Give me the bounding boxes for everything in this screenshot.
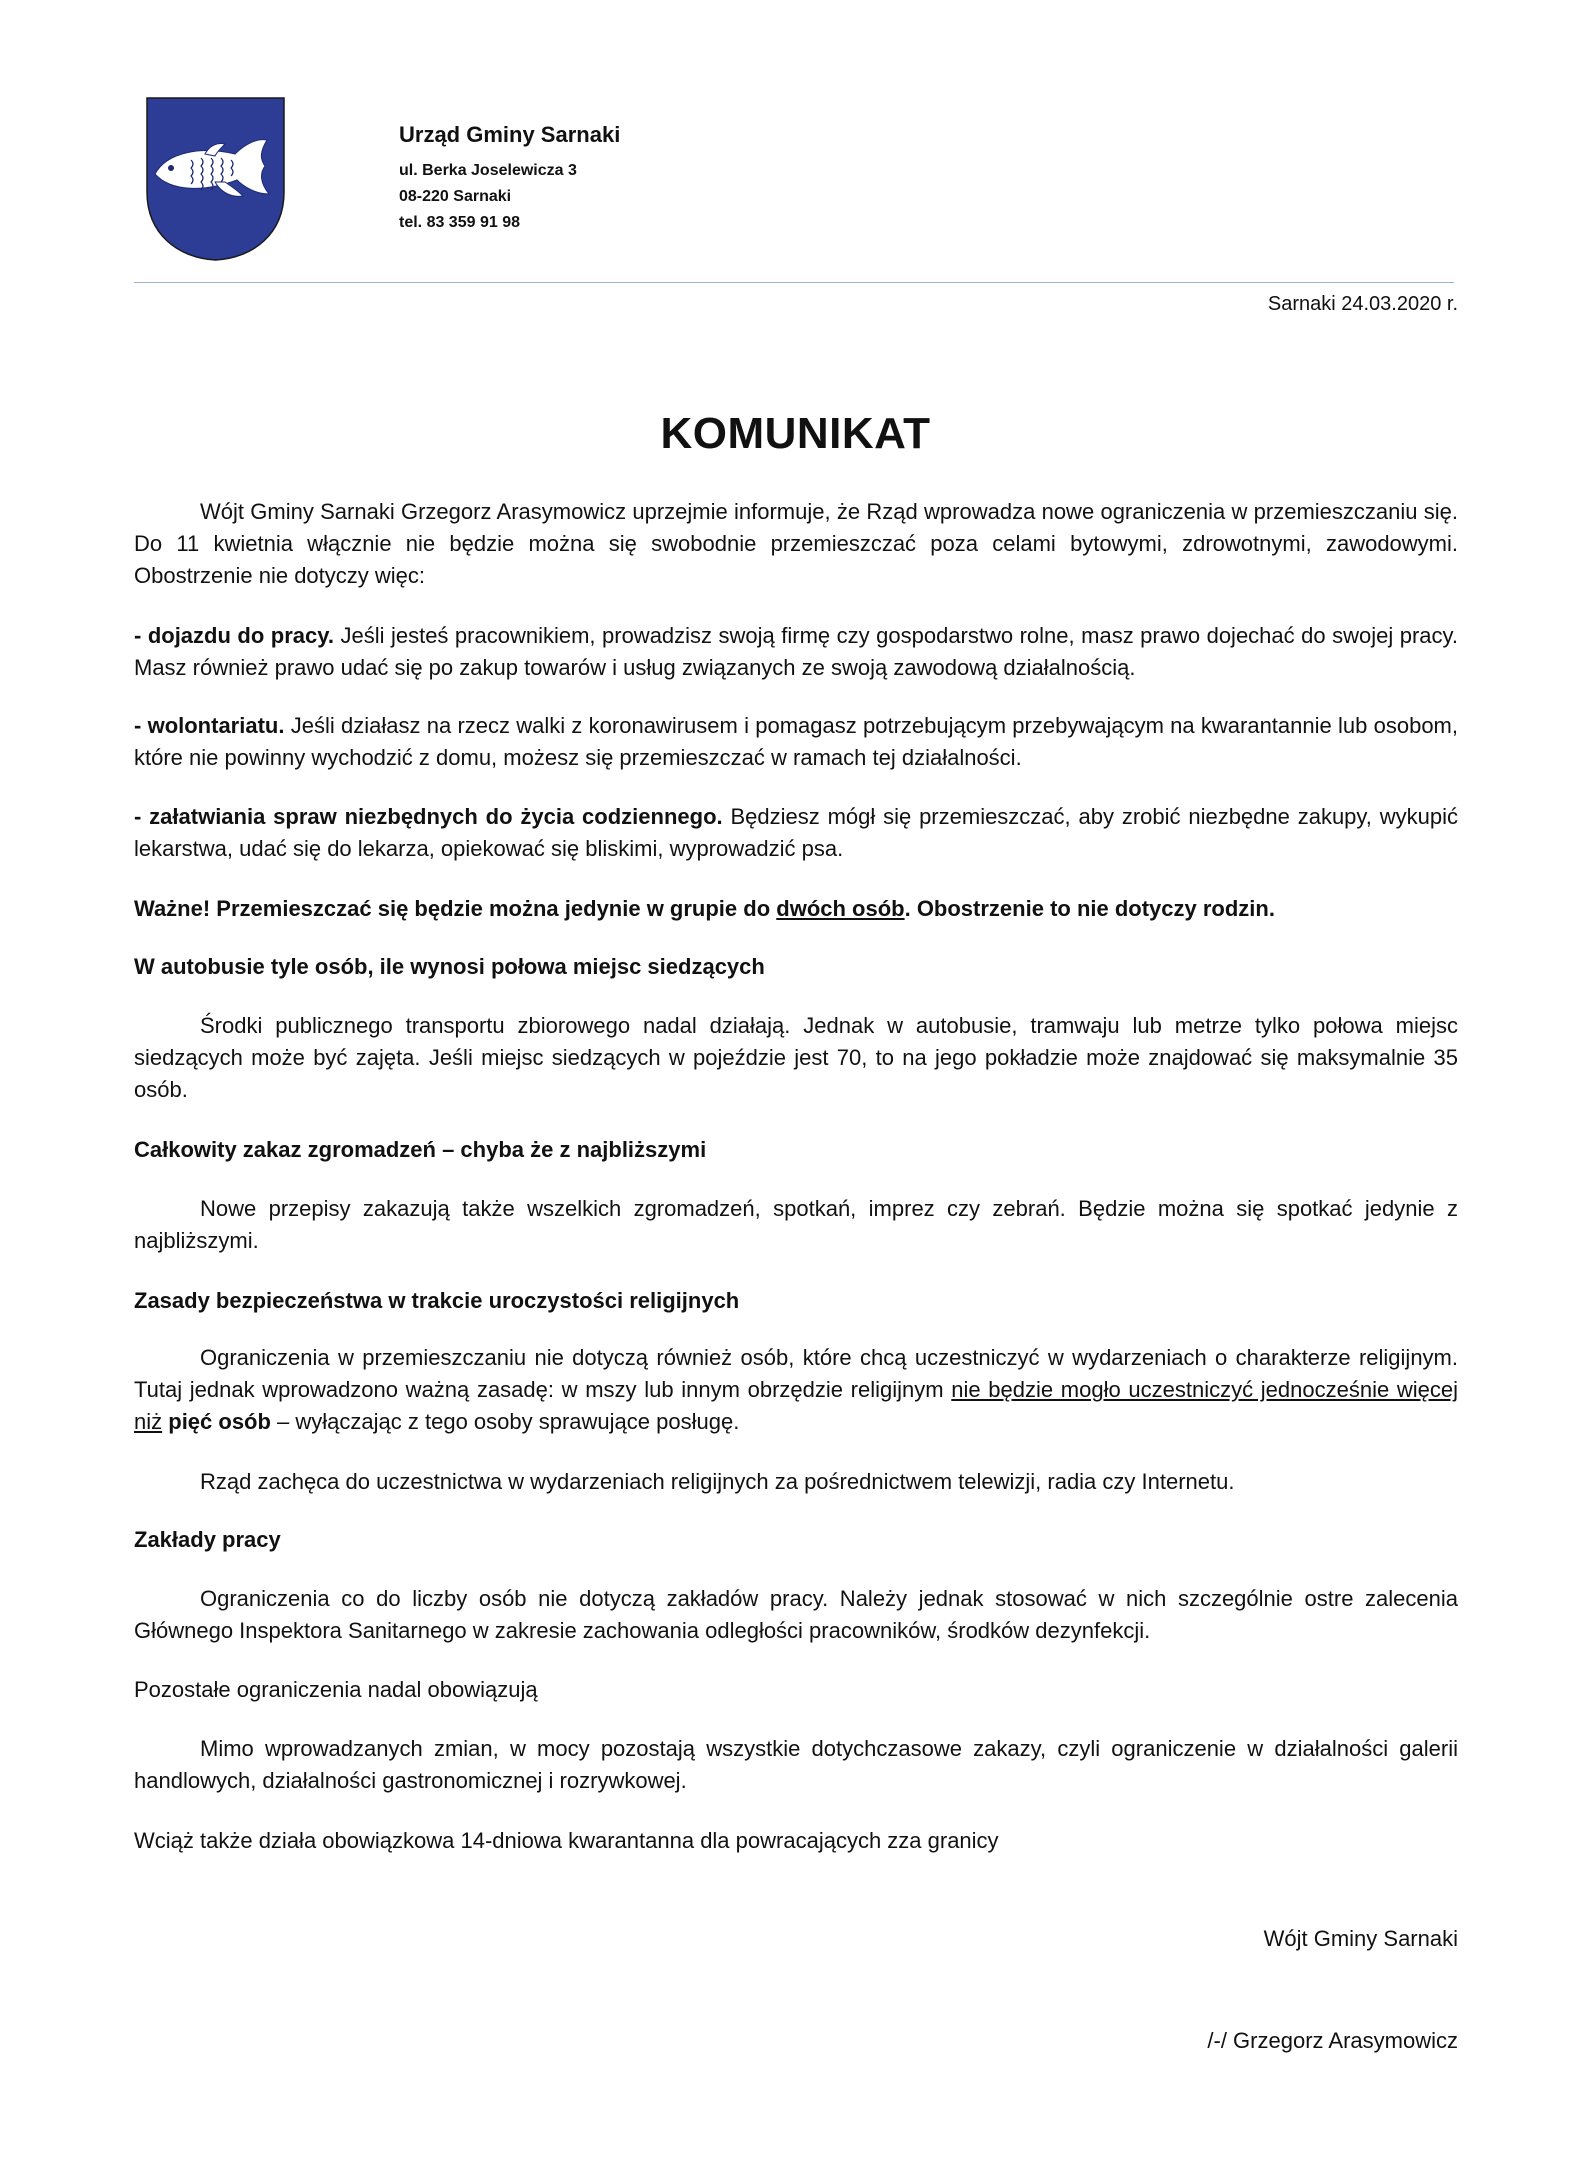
bus-paragraph (134, 1010, 1458, 1106)
religious-text-underlined: nie będzie mogło uczestniczyć jednocześnie więcej niż (134, 1377, 1458, 1434)
exception-lead: - dojazdu do pracy. (134, 623, 334, 648)
exception-text: Będziesz mógł się przemieszczać, aby zrobić niezbędne zakupy, wykupić lekarstwa, udać się do lekarza, opiekować się bliskimi, wyprowadzić psa. (134, 804, 1458, 861)
religious-text-post: – wyłączając z tego osoby sprawujące posługę. (270, 1409, 740, 1434)
important-pre: Ważne! Przemieszczać się będzie można jedynie w grupie do (134, 896, 777, 921)
section-heading: Zakłady pracy (134, 1527, 281, 1552)
section-heading: Pozostałe ograniczenia nadal obowiązują (134, 1677, 538, 1702)
bus-heading (134, 951, 1458, 983)
org-name: Urząd Gminy Sarnaki (399, 122, 621, 147)
gatherings-paragraph (134, 1193, 1458, 1257)
workplaces-heading (134, 1524, 1458, 1556)
quarantine-note (134, 1825, 1458, 1857)
important-post: . Obostrzenie to nie dotyczy rodzin. (904, 896, 1275, 921)
section-heading: Całkowity zakaz zgromadzeń – chyba że z najbliższymi (134, 1137, 707, 1162)
phone-number: tel. 83 359 91 98 (399, 214, 520, 231)
section-heading: Zasady bezpieczeństwa w trakcie uroczystości religijnych (134, 1288, 740, 1313)
important-note (134, 893, 1458, 925)
religious-text-pre: Ograniczenia w przemieszczaniu nie dotyczą również osób, które chcą uczestniczyć w wydarzeniach o charakterze religijnym. Tutaj jednak wprowadzono ważną zasadę: w mszy lub innym obrzędzie religijnym (134, 1345, 1458, 1402)
workplaces-paragraph (134, 1583, 1458, 1647)
section-text: Ograniczenia co do liczby osób nie dotyczą zakładów pracy. Należy jednak stosować w nich szczególnie ostre zalecenia Głównego Inspektora Sanitarnego w zakresie zachowania odległości pracowników, środków dezynfekcji. (134, 1586, 1458, 1643)
org-header (399, 122, 620, 236)
important-underlined: dwóch osób (776, 896, 905, 921)
signature-name: /-/ Grzegorz Arasymowicz (1207, 2028, 1458, 2053)
religious-heading (134, 1285, 1458, 1317)
document-date: Sarnaki 24.03.2020 r. (1267, 293, 1458, 315)
remaining-paragraph (134, 1733, 1458, 1797)
religious-paragraph-2 (134, 1466, 1458, 1498)
section-text: Nowe przepisy zakazują także wszelkich zgromadzeń, spotkań, imprez czy zebrań. Będzie można się spotkać jedynie z najbliższymi. (134, 1196, 1458, 1253)
signature-role: Wójt Gminy Sarnaki (1263, 1926, 1458, 1951)
document-title: KOMUNIKAT (660, 409, 931, 458)
section-text: Wciąż także działa obowiązkowa 14-dniowa kwarantanna dla powracających zza granicy (134, 1828, 999, 1853)
coat-of-arms-fish-icon (145, 96, 286, 262)
exception-volunteering (134, 710, 1458, 774)
address-street: ul. Berka Joselewicza 3 (399, 162, 577, 179)
section-text: Środki publicznego transportu zbiorowego nadal działają. Jednak w autobusie, tramwaju lub metrze tylko połowa miejsc siedzących może być zajęta. Jeśli miejsc siedzących w pojeździe jest 70, to na jego pokładzie może znajdować się maksymalnie 35 osób. (134, 1013, 1458, 1102)
section-heading: W autobusie tyle osób, ile wynosi połowa miejsc siedzących (134, 954, 765, 979)
exception-text: Jeśli działasz na rzecz walki z koronawirusem i pomagasz potrzebującym przebywającym na kwarantannie lub osobom, które nie powinny wychodzić z domu, możesz się przemieszczać w ramach tej działalności. (134, 713, 1458, 770)
intro-text: Wójt Gminy Sarnaki Grzegorz Arasymowicz uprzejmie informuje, że Rząd wprowadza nowe ograniczenia w przemieszczaniu się. Do 11 kwietnia włącznie nie będzie można się swobodnie przemieszczać poza celami bytowymi, zdrowotnymi, zawodowymi. Obostrzenie nie dotyczy więc: (134, 499, 1458, 588)
exception-commute (134, 620, 1458, 684)
remaining-heading (134, 1674, 1458, 1706)
gatherings-heading (134, 1134, 1458, 1166)
religious-text-bold: pięć osób (168, 1409, 271, 1434)
exception-lead: - wolontariatu. (134, 713, 285, 738)
exception-daily-matters (134, 801, 1458, 865)
intro-paragraph (134, 496, 1458, 592)
header-divider (134, 282, 1454, 283)
address-postal: 08-220 Sarnaki (399, 188, 512, 205)
section-text: Mimo wprowadzanych zmian, w mocy pozostają wszystkie dotychczasowe zakazy, czyli ograniczenie w działalności galerii handlowych, działalności gastronomicznej i rozrywkowej. (134, 1736, 1458, 1793)
religious-paragraph (134, 1342, 1458, 1438)
exception-lead: - załatwiania spraw niezbędnych do życia codziennego. (134, 804, 723, 829)
section-text: Rząd zachęca do uczestnictwa w wydarzeniach religijnych za pośrednictwem telewizji, radia czy Internetu. (200, 1469, 1235, 1494)
exception-text: Jeśli jesteś pracownikiem, prowadzisz swoją firmę czy gospodarstwo rolne, masz prawo dojechać do swojej pracy. Masz również prawo udać się po zakup towarów i usług związanych ze swoją zawodową działalnością. (134, 623, 1458, 680)
